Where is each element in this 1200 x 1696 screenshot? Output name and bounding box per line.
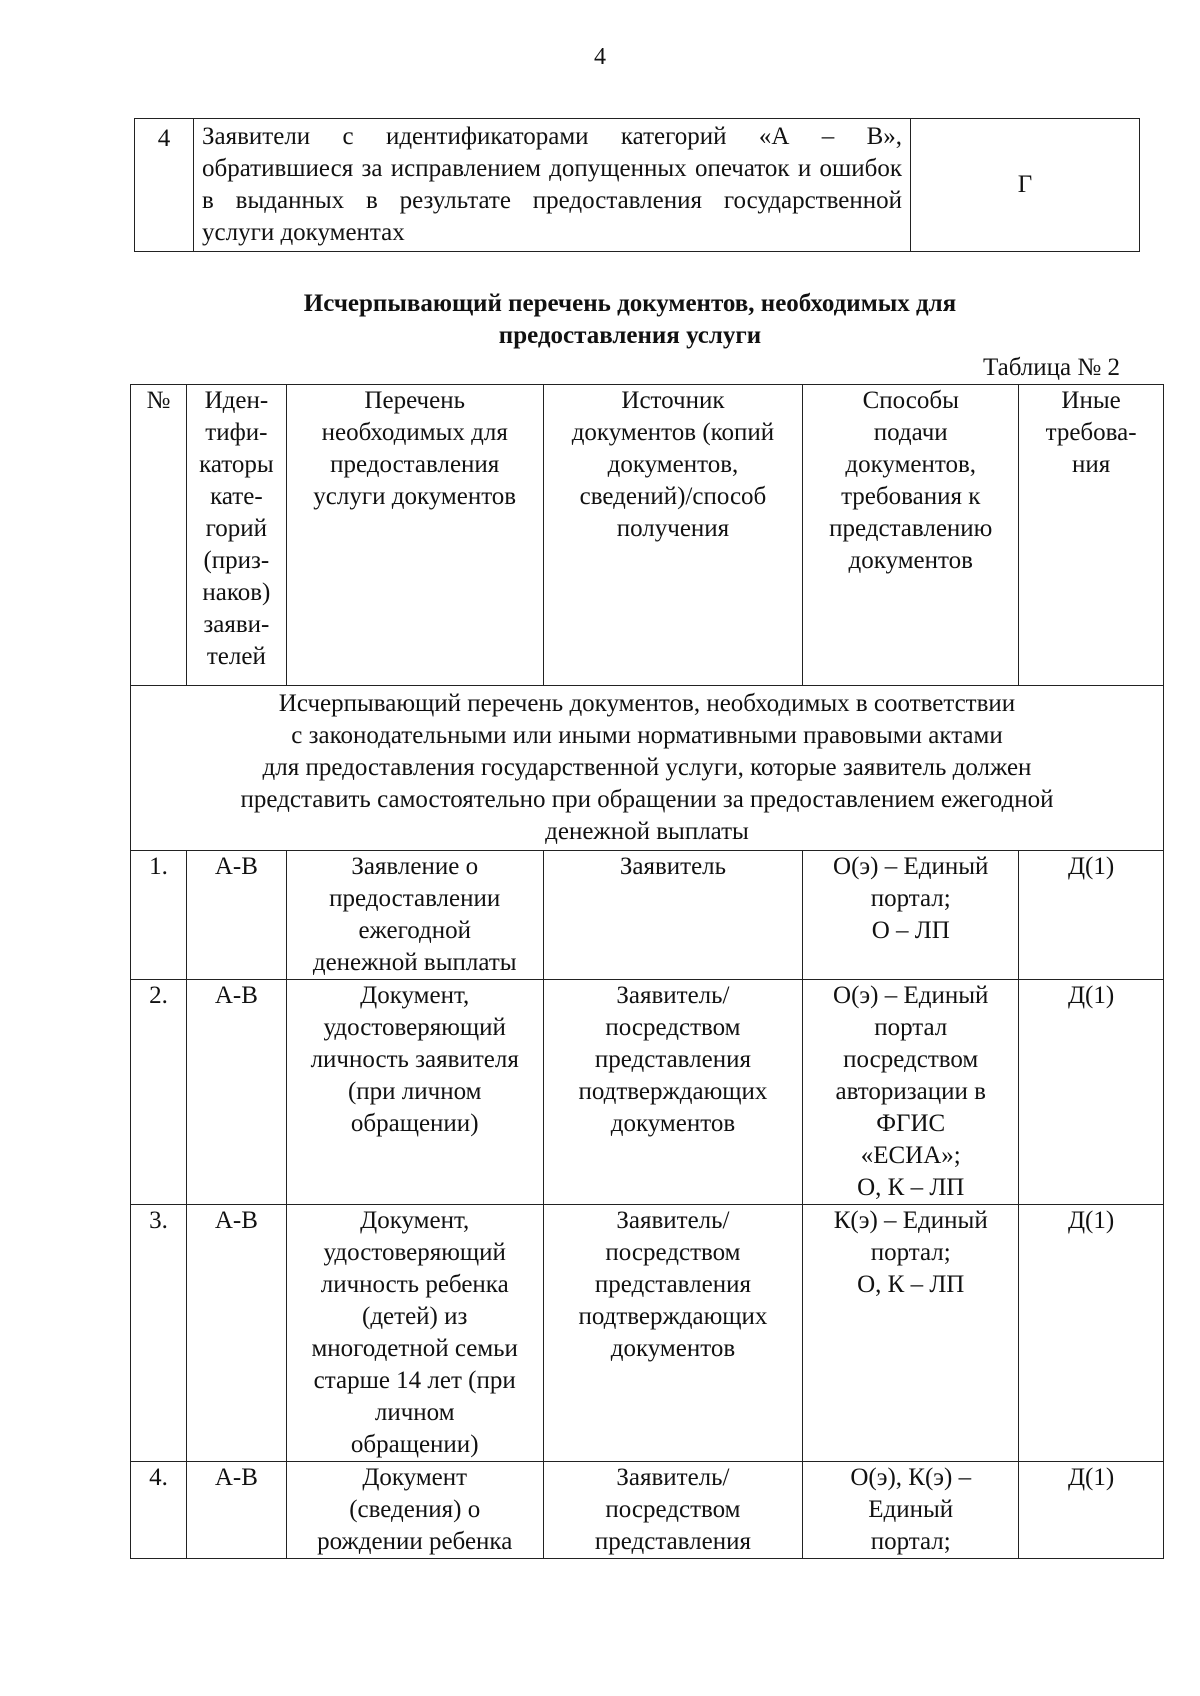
page-number: 4 xyxy=(594,44,606,70)
other-requirements-cell: Д(1) xyxy=(1019,851,1164,980)
section-title: Исчерпывающий перечень документов, необходимых в соответствии с законодательными или иными нормативными правовыми актами для предоставления государственной услуги, которые заявитель должен представить самостоятельно при обращении за предоставлением ежегодной денежной выплаты xyxy=(131,686,1164,851)
source-cell: Заявитель/ посредством представления xyxy=(543,1462,803,1559)
row-number: 4 xyxy=(135,119,194,252)
category-cell: А-В xyxy=(186,851,286,980)
method-cell: О(э), К(э) – Единый портал; xyxy=(803,1462,1019,1559)
table-row xyxy=(131,980,1164,1205)
column-header: Перечень необходимых для предоставления услуги документов xyxy=(286,385,543,686)
document-cell: Заявление о предоставлении ежегодной денежной выплаты xyxy=(286,851,543,980)
section-row xyxy=(131,686,1164,851)
row-number: 3. xyxy=(131,1205,187,1462)
row-number: 2. xyxy=(131,980,187,1205)
category-cell: А-В xyxy=(186,1462,286,1559)
document-cell: Документ (сведения) о рождении ребенка xyxy=(286,1462,543,1559)
document-cell: Документ, удостоверяющий личность ребенка (детей) из многодетной семьи старше 14 лет (при личном обращении) xyxy=(286,1205,543,1462)
column-header: Иден- тифи- каторы кате- горий (приз- наков) заяви- телей xyxy=(186,385,286,686)
column-header: Способы подачи документов, требования к представлению документов xyxy=(803,385,1019,686)
column-header: Иные требова- ния xyxy=(1019,385,1164,686)
source-cell: Заявитель/ посредством представления подтверждающих документов xyxy=(543,1205,803,1462)
table-row xyxy=(131,1205,1164,1462)
method-cell: О(э) – Единый портал посредством авторизации в ФГИС «ЕСИА»; О, К – ЛП xyxy=(803,980,1019,1205)
row-number: 1. xyxy=(131,851,187,980)
table-row xyxy=(135,119,1140,252)
applicant-description: Заявители с идентификаторами категорий «А – В», обратившиеся за исправлением допущенных опечаток и ошибок в выданных в результате предоставления государственной услуги документах xyxy=(194,119,911,252)
applicant-code: Г xyxy=(911,119,1140,252)
document-cell: Документ, удостоверяющий личность заявителя (при личном обращении) xyxy=(286,980,543,1205)
heading-line-2: предоставления услуги xyxy=(498,322,762,349)
other-requirements-cell: Д(1) xyxy=(1019,1462,1164,1559)
category-cell: А-В xyxy=(186,1205,286,1462)
column-header: № xyxy=(131,385,187,686)
source-cell: Заявитель xyxy=(543,851,803,980)
column-header: Источник документов (копий документов, сведений)/способ получения xyxy=(543,385,803,686)
category-cell: А-В xyxy=(186,980,286,1205)
table-row xyxy=(131,851,1164,980)
table-header-row xyxy=(131,385,1164,686)
table-label: Таблица № 2 xyxy=(982,354,1120,381)
row-number: 4. xyxy=(131,1462,187,1559)
other-requirements-cell: Д(1) xyxy=(1019,1205,1164,1462)
method-cell: О(э) – Единый портал; О – ЛП xyxy=(803,851,1019,980)
other-requirements-cell: Д(1) xyxy=(1019,980,1164,1205)
heading-line-1: Исчерпывающий перечень документов, необходимых для xyxy=(303,290,957,317)
table-row xyxy=(131,1462,1164,1559)
top-table xyxy=(134,118,1140,252)
source-cell: Заявитель/ посредством представления подтверждающих документов xyxy=(543,980,803,1205)
section-heading xyxy=(200,288,1060,352)
documents-table xyxy=(130,384,1164,1559)
method-cell: К(э) – Единый портал; О, К – ЛП xyxy=(803,1205,1019,1462)
